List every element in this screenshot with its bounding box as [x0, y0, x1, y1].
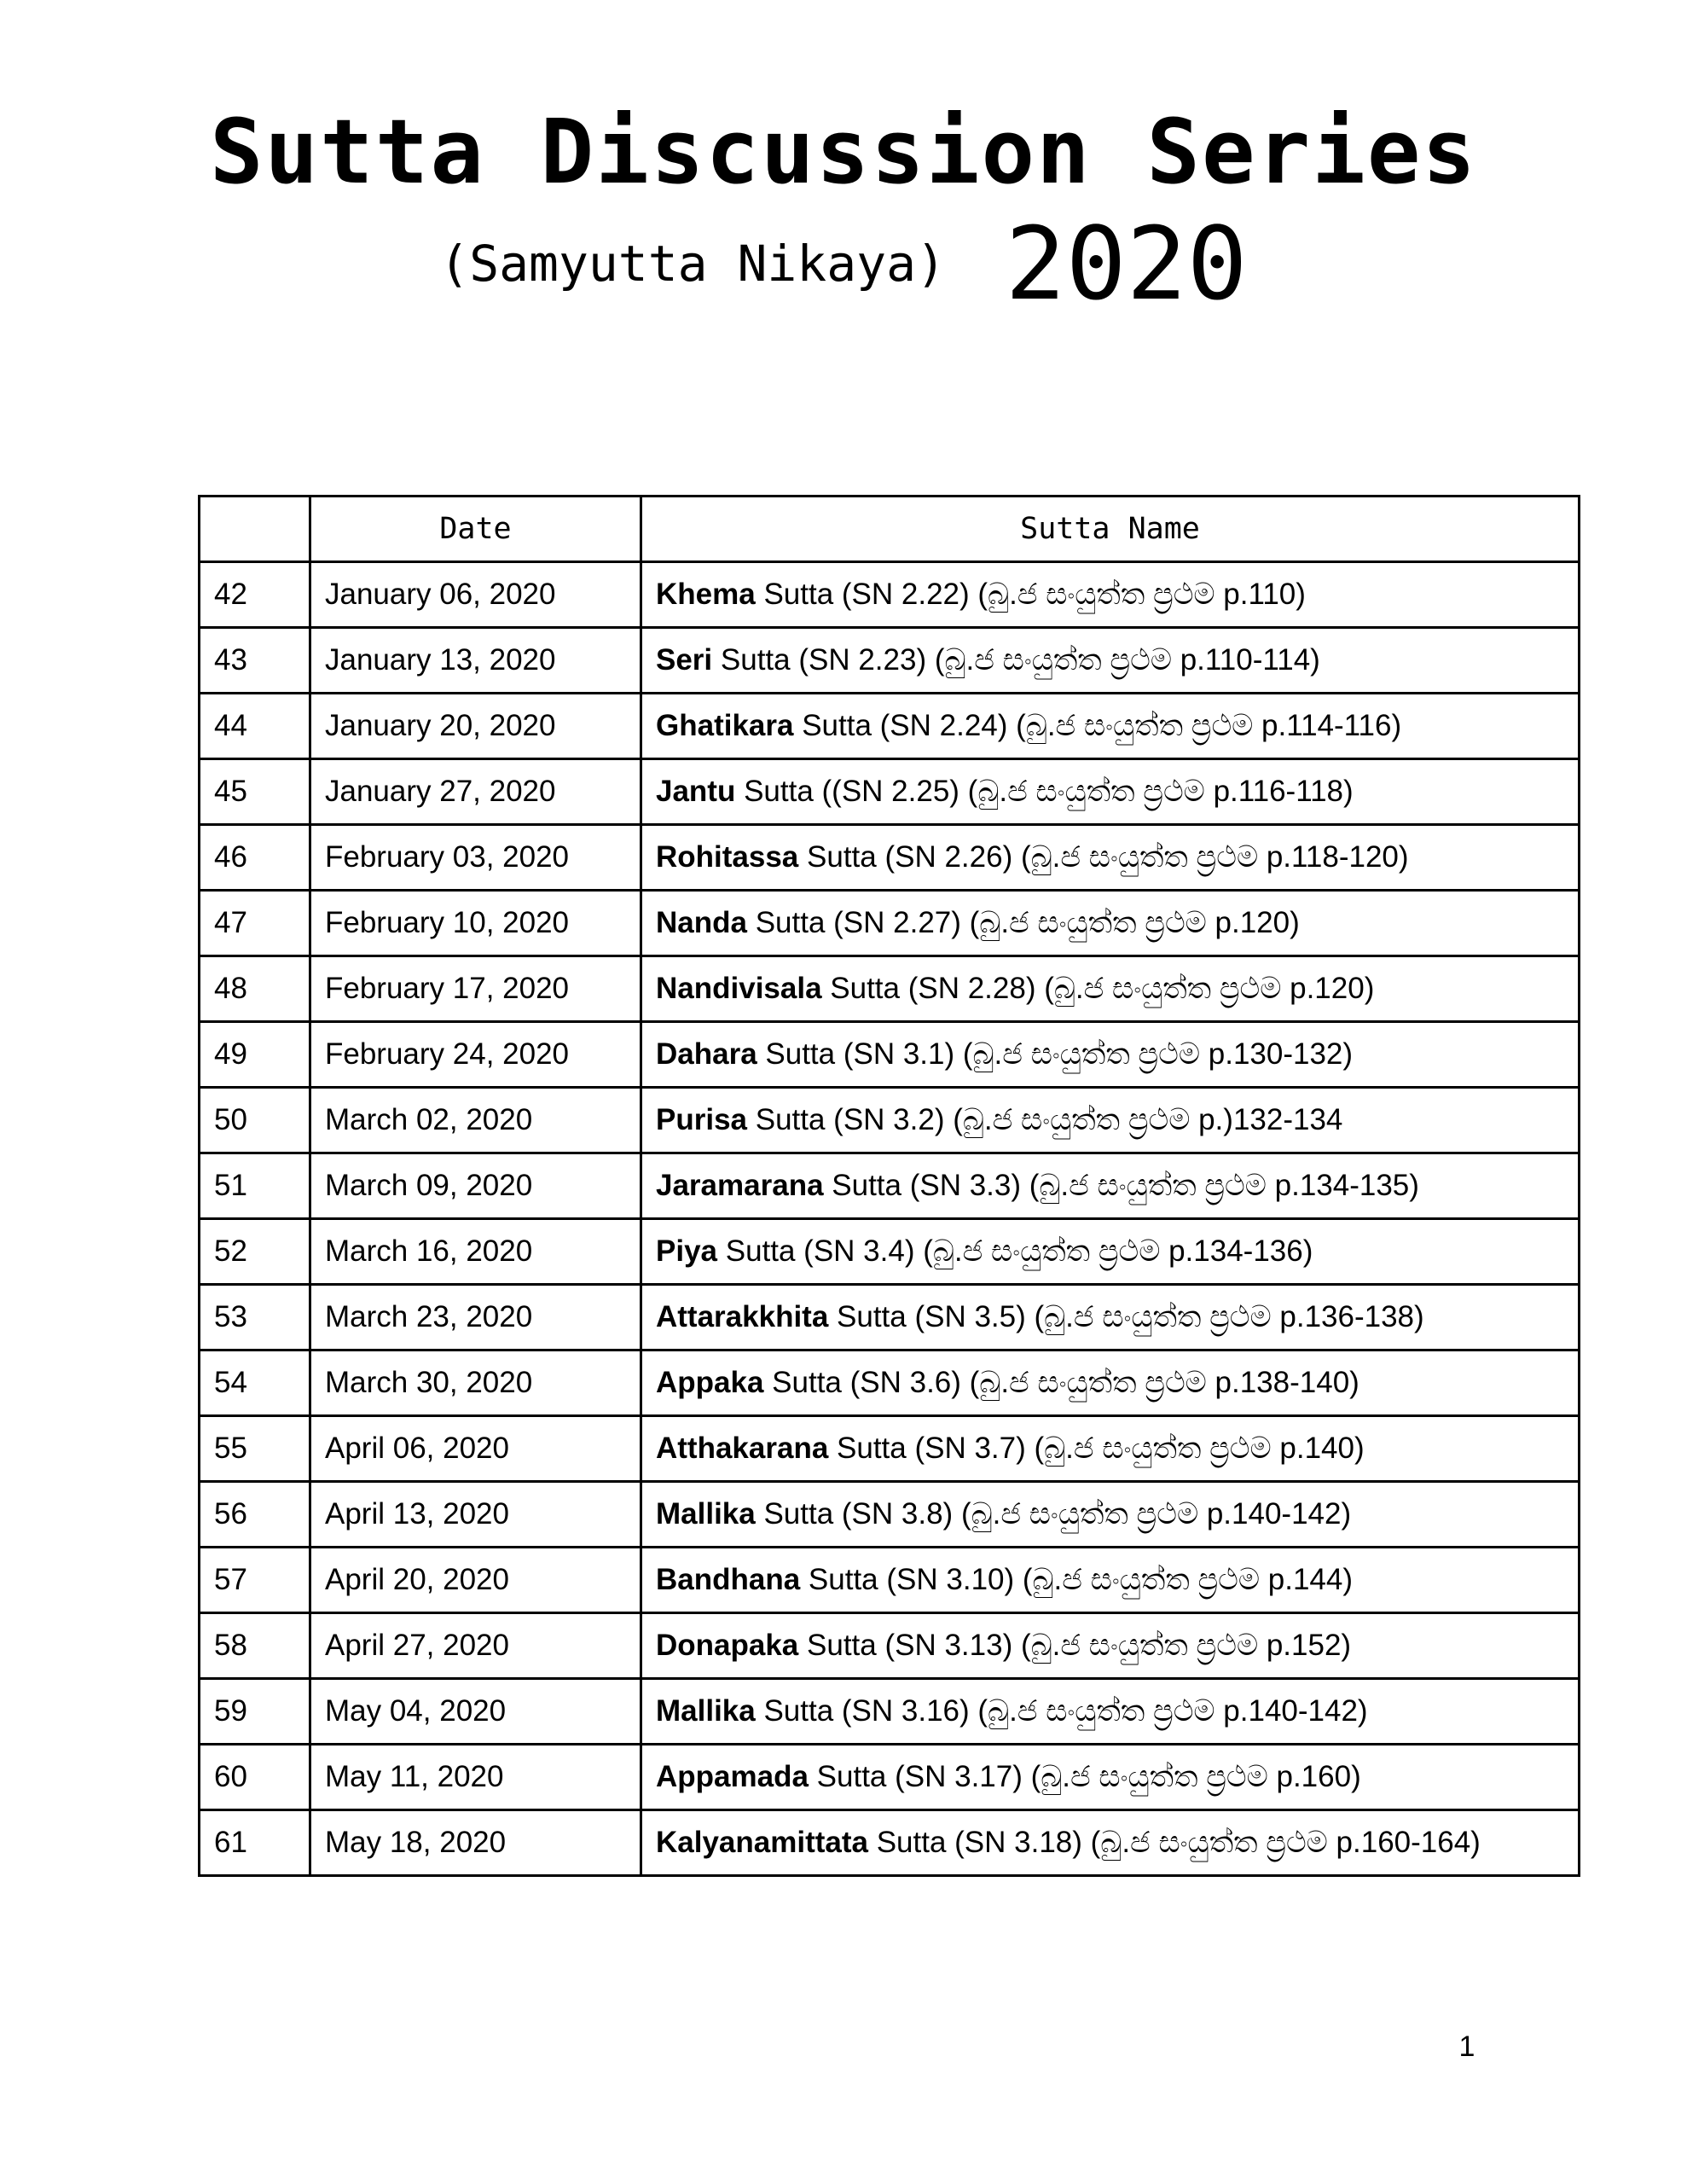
row-sutta-name: [641, 1613, 1580, 1679]
document-subtitle: (Samyutta Nikaya): [439, 235, 946, 293]
sutta-reference: Sutta (SN 3.16) (බු.ජ සංයුත්ත ප්‍රථම p.140-142): [755, 1694, 1368, 1728]
table-row: [200, 562, 1580, 628]
row-sutta-name: [641, 1022, 1580, 1088]
page-number: 1: [1458, 2030, 1475, 2063]
row-sutta-name: [641, 1219, 1580, 1285]
row-date: March 09, 2020: [310, 1153, 641, 1219]
row-number: 46: [200, 825, 310, 891]
sutta-reference: Sutta (SN 3.3) (බු.ජ සංයුත්ත ප්‍රථම p.134-135): [823, 1169, 1419, 1202]
sutta-reference: Sutta (SN 2.27) (බු.ජ සංයුත්ත ප්‍රථම p.120): [746, 906, 1300, 939]
sutta-reference: Sutta (SN 2.26) (බු.ජ සංයුත්ත ප්‍රථම p.118-120): [798, 840, 1409, 874]
row-sutta-name: [641, 825, 1580, 891]
row-sutta-name: [641, 956, 1580, 1022]
sutta-name-bold: Nanda: [656, 906, 747, 939]
table-row: [200, 1548, 1580, 1613]
row-number: 53: [200, 1285, 310, 1350]
sutta-name-bold: Attarakkhita: [656, 1300, 829, 1333]
row-number: 49: [200, 1022, 310, 1088]
table-row: [200, 1153, 1580, 1219]
sutta-name-bold: Mallika: [656, 1497, 756, 1531]
row-number: 52: [200, 1219, 310, 1285]
row-date: April 13, 2020: [310, 1482, 641, 1548]
row-number: 44: [200, 694, 310, 759]
row-sutta-name: [641, 1088, 1580, 1153]
row-sutta-name: [641, 562, 1580, 628]
row-number: 55: [200, 1416, 310, 1482]
row-date: February 24, 2020: [310, 1022, 641, 1088]
sutta-reference: Sutta (SN 2.22) (බු.ජ සංයුත්ත ප්‍රථම p.110): [755, 578, 1306, 611]
table-row: [200, 1088, 1580, 1153]
row-sutta-name: [641, 1285, 1580, 1350]
row-date: January 20, 2020: [310, 694, 641, 759]
row-date: March 02, 2020: [310, 1088, 641, 1153]
table-row: [200, 1285, 1580, 1350]
row-date: March 16, 2020: [310, 1219, 641, 1285]
row-number: 51: [200, 1153, 310, 1219]
row-sutta-name: [641, 694, 1580, 759]
row-date: May 11, 2020: [310, 1745, 641, 1810]
table-row: [200, 1679, 1580, 1745]
table-row: [200, 891, 1580, 956]
row-date: April 20, 2020: [310, 1548, 641, 1613]
row-sutta-name: [641, 1153, 1580, 1219]
sutta-name-bold: Jaramarana: [656, 1169, 824, 1202]
table-row: [200, 1482, 1580, 1548]
row-date: February 03, 2020: [310, 825, 641, 891]
sutta-reference: Sutta (SN 3.8) (බු.ජ සංයුත්ත ප්‍රථම p.140-142): [755, 1497, 1352, 1531]
row-number: 47: [200, 891, 310, 956]
sutta-name-bold: Atthakarana: [656, 1432, 829, 1465]
row-date: April 06, 2020: [310, 1416, 641, 1482]
sutta-name-bold: Donapaka: [656, 1629, 799, 1662]
row-number: 54: [200, 1350, 310, 1416]
row-sutta-name: [641, 759, 1580, 825]
sutta-name-bold: Seri: [656, 643, 713, 677]
table-row: [200, 1022, 1580, 1088]
document-year: 2020: [1005, 205, 1248, 322]
row-number: 42: [200, 562, 310, 628]
schedule-table: [198, 495, 1580, 1877]
row-date: March 30, 2020: [310, 1350, 641, 1416]
table-row: [200, 1613, 1580, 1679]
row-sutta-name: [641, 1350, 1580, 1416]
row-date: January 27, 2020: [310, 759, 641, 825]
sutta-reference: Sutta (SN 3.17) (බු.ජ සංයුත්ත ප්‍රථම p.160): [808, 1760, 1361, 1793]
row-number: 57: [200, 1548, 310, 1613]
sutta-reference: Sutta ((SN 2.25) (බු.ජ සංයුත්ත ප්‍රථම p.116-118): [735, 775, 1354, 808]
sutta-name-bold: Kalyanamittata: [656, 1826, 868, 1859]
row-sutta-name: [641, 1745, 1580, 1810]
sutta-name-bold: Piya: [656, 1234, 717, 1268]
row-number: 48: [200, 956, 310, 1022]
sutta-name-bold: Jantu: [656, 775, 736, 808]
row-date: March 23, 2020: [310, 1285, 641, 1350]
row-sutta-name: [641, 1548, 1580, 1613]
header-date: Date: [310, 497, 641, 562]
sutta-name-bold: Rohitassa: [656, 840, 799, 874]
sutta-reference: Sutta (SN 3.10) (බු.ජ සංයුත්ත ප්‍රථම p.144): [800, 1563, 1354, 1596]
row-number: 61: [200, 1810, 310, 1876]
table-row: [200, 1745, 1580, 1810]
schedule-table-body: [200, 562, 1580, 1876]
sutta-reference: Sutta (SN 3.13) (බු.ජ සංයුත්ත ප්‍රථම p.152): [798, 1629, 1352, 1662]
sutta-name-bold: Mallika: [656, 1694, 756, 1728]
sutta-reference: Sutta (SN 2.28) (බු.ජ සංයුත්ත ප්‍රථම p.120): [821, 972, 1375, 1005]
row-date: January 13, 2020: [310, 628, 641, 694]
subtitle-row: [0, 205, 1687, 322]
table-row: [200, 1219, 1580, 1285]
sutta-name-bold: Khema: [656, 578, 756, 611]
row-sutta-name: [641, 1416, 1580, 1482]
sutta-name-bold: Ghatikara: [656, 709, 794, 742]
row-number: 56: [200, 1482, 310, 1548]
row-date: February 10, 2020: [310, 891, 641, 956]
header-row: [200, 497, 1580, 562]
table-row: [200, 1810, 1580, 1876]
row-date: January 06, 2020: [310, 562, 641, 628]
sutta-reference: Sutta (SN 2.24) (බු.ජ සංයුත්ත ප්‍රථම p.114-116): [793, 709, 1402, 742]
sutta-reference: Sutta (SN 3.7) (බු.ජ සංයුත්ත ප්‍රථම p.140): [828, 1432, 1365, 1465]
table-row: [200, 956, 1580, 1022]
row-sutta-name: [641, 1482, 1580, 1548]
sutta-name-bold: Nandivisala: [656, 972, 822, 1005]
header-sutta-name: Sutta Name: [641, 497, 1580, 562]
table-row: [200, 1350, 1580, 1416]
row-date: February 17, 2020: [310, 956, 641, 1022]
sutta-reference: Sutta (SN 3.4) (බු.ජ සංයුත්ත ප්‍රථම p.134-136): [717, 1234, 1313, 1268]
sutta-name-bold: Bandhana: [656, 1563, 801, 1596]
row-sutta-name: [641, 1679, 1580, 1745]
sutta-reference: Sutta (SN 3.18) (බු.ජ සංයුත්ත ප්‍රථම p.160-164): [867, 1826, 1481, 1859]
row-sutta-name: [641, 891, 1580, 956]
sutta-name-bold: Appaka: [656, 1366, 764, 1399]
header-number: [200, 497, 310, 562]
row-number: 60: [200, 1745, 310, 1810]
table-row: [200, 825, 1580, 891]
sutta-reference: Sutta (SN 2.23) (බු.ජ සංයුත්ත ප්‍රථම p.110-114): [712, 643, 1320, 677]
row-sutta-name: [641, 628, 1580, 694]
row-sutta-name: [641, 1810, 1580, 1876]
row-date: May 04, 2020: [310, 1679, 641, 1745]
row-number: 45: [200, 759, 310, 825]
sutta-reference: Sutta (SN 3.6) (බු.ජ සංයුත්ත ප්‍රථම p.138-140): [763, 1366, 1359, 1399]
table-row: [200, 1416, 1580, 1482]
table-row: [200, 628, 1580, 694]
sutta-name-bold: Dahara: [656, 1037, 757, 1071]
sutta-name-bold: Appamada: [656, 1760, 809, 1793]
sutta-reference: Sutta (SN 3.1) (බු.ජ සංයුත්ත ප්‍රථම p.130-132): [757, 1037, 1354, 1071]
row-number: 58: [200, 1613, 310, 1679]
row-number: 59: [200, 1679, 310, 1745]
sutta-name-bold: Purisa: [656, 1103, 747, 1136]
schedule-table-header: [200, 497, 1580, 562]
table-row: [200, 759, 1580, 825]
row-number: 50: [200, 1088, 310, 1153]
row-date: May 18, 2020: [310, 1810, 641, 1876]
row-date: April 27, 2020: [310, 1613, 641, 1679]
sutta-reference: Sutta (SN 3.5) (බු.ජ සංයුත්ත ප්‍රථම p.136-138): [828, 1300, 1424, 1333]
document-title: Sutta Discussion Series: [209, 100, 1478, 204]
sutta-reference: Sutta (SN 3.2) (බු.ජ සංයුත්ත ප්‍රථම p.)132-134: [747, 1103, 1343, 1136]
row-number: 43: [200, 628, 310, 694]
table-row: [200, 694, 1580, 759]
